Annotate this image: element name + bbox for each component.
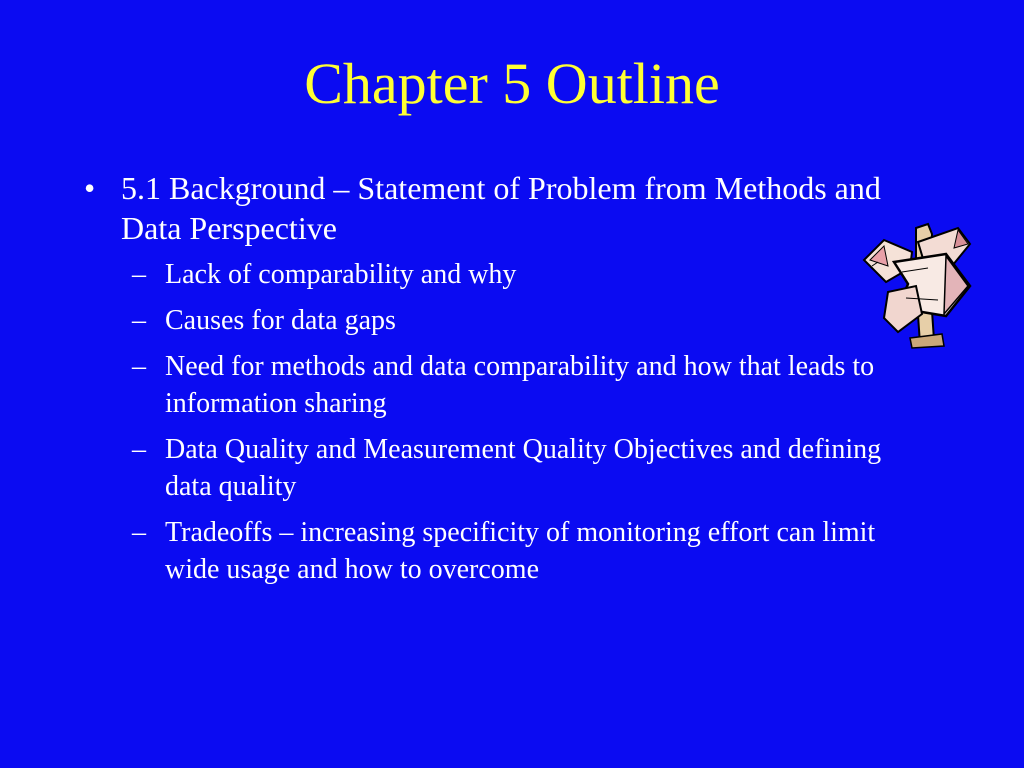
outline-subitem xyxy=(84,431,915,505)
dash-marker: – xyxy=(132,351,146,382)
outline-subitem xyxy=(84,348,915,422)
outline-content xyxy=(84,168,944,597)
outline-subitem xyxy=(84,514,915,588)
bullet-marker: • xyxy=(84,170,96,206)
outline-subitem-text: Need for methods and data comparability and how that leads to information sharing xyxy=(165,351,875,419)
outline-item-1-text: 5.1 Background – Statement of Problem from Methods and Data Perspective xyxy=(121,170,881,246)
dash-marker: – xyxy=(132,434,146,465)
outline-subitem-text: Lack of comparability and why xyxy=(165,259,517,290)
outline-subitem-text: Data Quality and Measurement Quality Objectives and defining data quality xyxy=(165,434,882,502)
outline-item-1 xyxy=(84,168,944,248)
outline-subitem xyxy=(84,256,915,293)
outline-subitem-text: Tradeoffs – increasing specificity of monitoring effort can limit wide usage and how to overcome xyxy=(165,517,876,585)
dash-marker: – xyxy=(132,305,146,336)
outline-subitems xyxy=(84,256,944,588)
outline-subitem xyxy=(84,302,915,339)
crossroads-signpost-icon xyxy=(858,222,978,350)
slide-title: Chapter 5 Outline xyxy=(304,51,720,116)
dash-marker: – xyxy=(132,259,146,290)
outline-subitem-text: Causes for data gaps xyxy=(165,305,396,336)
dash-marker: – xyxy=(132,517,146,548)
